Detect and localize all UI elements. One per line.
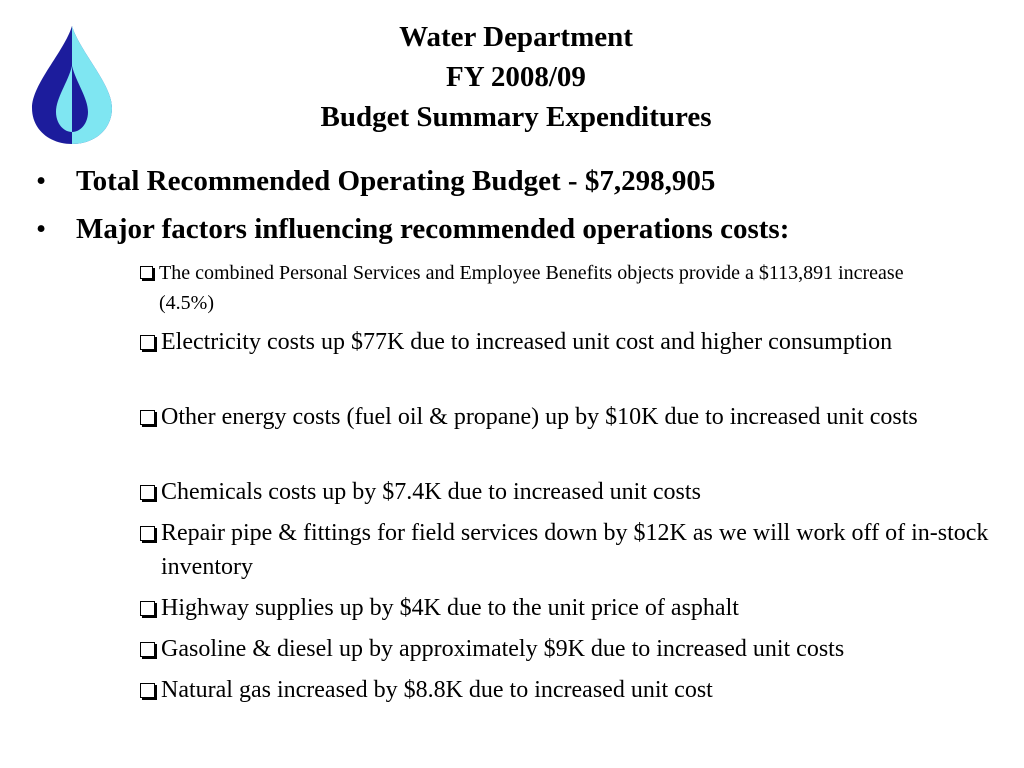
checkbox-bullet-icon — [140, 266, 153, 279]
sub-item-electricity — [140, 325, 990, 359]
sub-item-gasoline-diesel — [140, 632, 990, 666]
sub-item-text: Natural gas increased by $8.8K due to increased unit cost — [161, 677, 713, 703]
checkbox-bullet-icon — [140, 485, 155, 500]
sub-item-repair-pipe — [140, 516, 990, 584]
water-drop-icon — [26, 22, 118, 146]
title-line-2: FY 2008/09 — [446, 61, 586, 93]
checkbox-bullet-icon — [140, 410, 155, 425]
main-bullet-text: Major factors influencing recommended operations costs: — [76, 213, 790, 245]
sub-item-text: The combined Personal Services and Employee Benefits objects provide a $113,891 increase (4.5%) — [159, 262, 904, 314]
checkbox-bullet-icon — [140, 683, 155, 698]
slide-title — [250, 17, 782, 137]
sub-item-personal-services — [140, 258, 940, 318]
main-bullet-2 — [36, 211, 789, 247]
logo — [26, 22, 118, 146]
sub-item-text: Electricity costs up $77K due to increased unit cost and higher consumption — [161, 329, 893, 355]
sub-item-text: Gasoline & diesel up by approximately $9K due to increased unit costs — [161, 636, 845, 662]
bullet-marker: • — [36, 213, 47, 245]
sub-item-text: Other energy costs (fuel oil & propane) up by $10K due to increased unit costs — [161, 404, 918, 430]
checkbox-bullet-icon — [140, 642, 155, 657]
main-bullet-text: Total Recommended Operating Budget - $7,298,905 — [76, 165, 716, 197]
title-line-1: Water Department — [399, 21, 633, 53]
main-bullet-1 — [36, 163, 715, 199]
checkbox-bullet-icon — [140, 601, 155, 616]
checkbox-bullet-icon — [140, 335, 155, 350]
sub-item-text: Repair pipe & fittings for field services down by $12K as we will work off of in-stock inventory — [161, 520, 989, 580]
sub-item-other-energy — [140, 400, 990, 434]
checkbox-bullet-icon — [140, 526, 155, 541]
sub-item-highway-supplies — [140, 591, 990, 625]
sub-item-text: Highway supplies up by $4K due to the unit price of asphalt — [161, 595, 739, 621]
bullet-marker: • — [36, 165, 47, 197]
sub-item-text: Chemicals costs up by $7.4K due to increased unit costs — [161, 479, 701, 505]
sub-item-chemicals — [140, 475, 990, 509]
title-line-3: Budget Summary Expenditures — [320, 101, 712, 133]
sub-item-natural-gas — [140, 673, 990, 707]
